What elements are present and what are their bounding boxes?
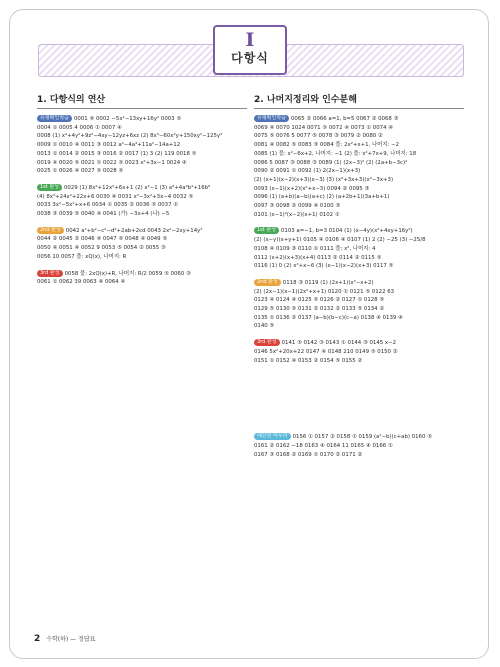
- answer-text: 0123 ④ 0124 ④ 0125 ⑤ 0126 ② 0127 ① 0128 ⑤: [254, 297, 385, 304]
- difficulty-badge: 3rd 완성: [254, 339, 280, 346]
- answer-text: 0103 a=−1, b=3 0104 (1) (x−4y)(x²+4xy+16y²): [281, 228, 413, 235]
- answer-text: 0167 ③ 0168 ② 0169 ① 0170 ② 0171 ②: [254, 451, 363, 458]
- answer-line: [254, 141, 464, 150]
- answer-line: [37, 253, 247, 262]
- answer-line: [254, 159, 464, 168]
- answer-text: (4) 8x³+24x²+22x+6 0030 ④ 0031 x³−3x²+3x−4 0032 ⑤: [37, 193, 194, 200]
- answer-text: 0050 ④ 0051 ④ 0052 9 0053 ⑤ 0054 ② 0055 ③: [37, 245, 166, 252]
- answer-line: [254, 357, 464, 366]
- answer-line: [254, 176, 464, 185]
- difficulty-badge: 2nd 완성: [254, 279, 281, 286]
- answer-text: 0108 ④ 0109 ③ 0110 ① 0111 풀: x², 나머지: 4: [254, 245, 376, 252]
- answer-text: 0118 ③ 0119 (1) (2x+1)(x²−x+2): [282, 279, 374, 286]
- answer-text: (2) (2x−1)(x−1)(2x²+x+1) 0120 ① 0121 ⑤ 0122 63: [254, 288, 395, 295]
- answer-line: [254, 193, 464, 202]
- answer-line: [254, 245, 464, 254]
- answer-text: 0013 ① 0014 ② 0015 ③ 0016 ② 0017 (1) 3 (2) 119 0018 ⑤: [37, 150, 197, 157]
- answer-text: 0001 ④ 0002 −5x²−13xy+16y² 0003 ⑤: [73, 116, 182, 122]
- answer-group: [254, 339, 464, 365]
- section-title-remainder: 2. 나머지정리와 인수분해: [254, 92, 464, 109]
- chapter-wrapup-group: [254, 433, 464, 459]
- answer-line: [37, 150, 247, 159]
- answer-line: [254, 124, 464, 133]
- difficulty-badge: 유형확인학습: [254, 115, 289, 122]
- answer-text: 0097 ③ 0098 ② 0099 ④ 0100 ③: [254, 203, 341, 210]
- answer-text: (2) (x+1)(x−2)(x+3)(x−3) (3) (x²+3x+3)(x²−3x+3): [254, 176, 394, 183]
- answer-group: [37, 270, 247, 287]
- answer-text: 0129 ⑤ 0130 ⑤ 0131 ② 0132 ② 0133 ⑤ 0134 ②: [254, 306, 385, 313]
- left-column: [37, 92, 247, 295]
- answer-line: [37, 201, 247, 210]
- answer-group: [37, 184, 247, 219]
- answer-text: 0019 ④ 0020 ⑤ 0021 ① 0022 ⑤ 0023 x²+3x−1 0024 ④: [37, 159, 187, 166]
- answer-group: [37, 115, 247, 176]
- answer-group: [254, 227, 464, 271]
- answer-line: [254, 314, 464, 323]
- answer-text: 0042 a²+b²−c²−d²+2ab+2cd 0043 2x²−2xy+14y²: [65, 227, 203, 234]
- right-column: [254, 92, 464, 467]
- answer-line: [254, 150, 464, 159]
- answer-line: [254, 167, 464, 176]
- answer-text: 0086 5 0087 ③ 0088 ③ 0089 (1) (2x−3)² (2) (2a+b−3c)²: [254, 159, 408, 166]
- difficulty-badge: 1st 완성: [37, 184, 62, 191]
- answer-line: [37, 210, 247, 219]
- chapter-title-card: [213, 25, 287, 75]
- answer-line: [254, 451, 464, 460]
- answer-group: [37, 227, 247, 262]
- answer-group: [254, 433, 464, 459]
- answer-line: [37, 115, 247, 124]
- answer-line: [254, 185, 464, 194]
- answer-line: [254, 322, 464, 331]
- answer-line: [37, 184, 247, 193]
- answer-text: 0075 ⑤ 0076 5 0077 ⑤ 0078 ③ 0079 ② 0080 ②: [254, 133, 383, 140]
- chapter-title: 다항식: [231, 51, 269, 65]
- answer-text: 0008 (1) x⁴+4y²+9z²−4xy−12yz+6xz (2) 8x³−60x²y+150xy²−125y³: [37, 133, 223, 140]
- answer-text: 0025 ① 0026 ④ 0027 ⑤ 0028 ⑤: [37, 168, 124, 175]
- answer-line: [37, 227, 247, 236]
- answer-line: [37, 244, 247, 253]
- answer-line: [254, 236, 464, 245]
- answer-line: [254, 348, 464, 357]
- answer-text: 0056 10 0057 풀: xQ(x), 나머지: R: [37, 253, 127, 260]
- page-footer: [34, 634, 95, 644]
- answer-text: 0038 ③ 0039 ⑤ 0040 ④ 0041 (가) −3x+4 (나) −5: [37, 211, 170, 218]
- answer-line: [254, 279, 464, 288]
- answer-group: [254, 279, 464, 331]
- answer-text: (2) (x−y)(x+y+1) 0105 ④ 0106 ④ 0107 (1) 2 (2) −25 (3) −25/8: [254, 237, 426, 244]
- answer-text: 0140 ⑤: [254, 323, 275, 330]
- answer-text: 0085 (1) 풀: x²−6x+2, 나머지: −1 (2) 풀: x²+7x+9, 나머지: 18: [254, 150, 417, 157]
- difficulty-badge: 1st 완성: [254, 227, 279, 234]
- answer-text: 0146 5x²+20x+22 0147 ④ 0148 210 0149 ⑤ 0150 ②: [254, 348, 398, 355]
- difficulty-badge: 대단원 마무리: [254, 433, 291, 440]
- answer-line: [37, 270, 247, 279]
- answer-line: [254, 262, 464, 271]
- left-answer-groups: [37, 115, 247, 287]
- answer-line: [254, 202, 464, 211]
- answer-line: [254, 433, 464, 442]
- footer-text: 수학(하) — 정답표: [46, 636, 96, 643]
- right-answer-groups: [254, 115, 464, 365]
- answer-text: 0141 ⑤ 0142 ③ 0143 ① 0144 ③ 0145 x−2: [281, 340, 397, 347]
- answer-line: [37, 132, 247, 141]
- answer-group: [254, 115, 464, 219]
- answer-text: 0151 ① 0152 ④ 0153 ② 0154 ⑤ 0155 ②: [254, 357, 363, 364]
- answer-text: 0065 ② 0066 a=1, b=5 0067 ② 0068 ③: [290, 116, 399, 122]
- answer-text: 0033 3x²−5x²+x+6 0034 ① 0035 ② 0036 ⑤ 0037 ①: [37, 202, 179, 209]
- answer-line: [254, 339, 464, 348]
- answer-line: [254, 442, 464, 451]
- page-number: 2: [34, 634, 41, 644]
- answer-text: 0069 ④ 0070 1024 0071 ⑤ 0072 ④ 0073 ① 0074 ④: [254, 124, 394, 131]
- answer-line: [37, 167, 247, 176]
- answer-line: [37, 278, 247, 287]
- answer-text: 0004 ① 0005 4 0006 ① 0007 ④: [37, 124, 122, 131]
- answer-text: 0096 (1) (a+b)(a−b)(a+c) (2) (a+2b+1)(3a+b+1): [254, 194, 390, 201]
- answer-line: [37, 141, 247, 150]
- section-title-operations: 1. 다항식의 연산: [37, 92, 247, 109]
- answer-text: 0061 ① 0062 39 0063 ④ 0064 ④: [37, 279, 126, 286]
- answer-text: 0135 ① 0136 ② 0137 (a−b)(b−c)(c−a) 0138 ④ 0139 ④: [254, 314, 403, 321]
- answer-line: [254, 305, 464, 314]
- answer-text: 0101 (x−1)²(x−2)(x+1) 0102 ①: [254, 211, 340, 218]
- answer-text: 0090 ② 0091 ① 0092 (1) 2(2x−1)(x+3): [254, 168, 361, 175]
- answer-line: [254, 115, 464, 124]
- answer-text: 0156 ① 0157 ② 0158 ① 0159 (a²−b)(c+ab) 0160 ⑤: [292, 434, 432, 441]
- answer-line: [254, 296, 464, 305]
- answer-line: [254, 288, 464, 297]
- answer-line: [254, 227, 464, 236]
- answer-line: [254, 132, 464, 141]
- answer-text: 0112 (x+2)(x+3)(x+4) 0113 ② 0114 ② 0115 ⑤: [254, 254, 382, 261]
- answer-text: 0093 (x−1)(x+2)(x²+x−3) 0094 ② 0095 ③: [254, 185, 370, 192]
- answer-text: 0029 (1) 8x²+12x²+6x+1 (2) x²−1 (3) a⁸+4a⁴b⁴+16b⁸: [64, 184, 211, 191]
- answer-line: [37, 124, 247, 133]
- answer-text: 0044 ② 0045 ② 0046 ④ 0047 ⑤ 0048 ④ 0049 ⑤: [37, 236, 168, 243]
- chapter-number: I: [245, 29, 255, 51]
- answer-text: 0116 (1) 0 (2) x²+x−6 (3) (x−1)(x−2)(x+3) 0117 ⑤: [254, 263, 394, 270]
- answer-text: 0081 ④ 0082 ⑤ 0083 ③ 0084 풀: 2x²+x+1, 나머지: −2: [254, 142, 400, 149]
- answer-text: 0058 풀: 2xQ(x)+R, 나머지: R/2 0059 ⑤ 0060 ③: [64, 270, 191, 277]
- answer-line: [254, 211, 464, 220]
- difficulty-badge: 2nd 완성: [37, 227, 64, 234]
- difficulty-badge: 유형확인학습: [37, 115, 72, 122]
- difficulty-badge: 3rd 완성: [37, 270, 63, 277]
- answer-line: [37, 193, 247, 202]
- answer-line: [37, 159, 247, 168]
- answer-line: [254, 254, 464, 263]
- answer-line: [37, 235, 247, 244]
- answer-text: 0161 ② 0162 −18 0163 ④ 0164 11 0165 ④ 0166 ①: [254, 442, 393, 449]
- answer-text: 0009 ① 0010 ④ 0011 ③ 0012 a⁴−4a³+11a²−14a+12: [37, 142, 181, 149]
